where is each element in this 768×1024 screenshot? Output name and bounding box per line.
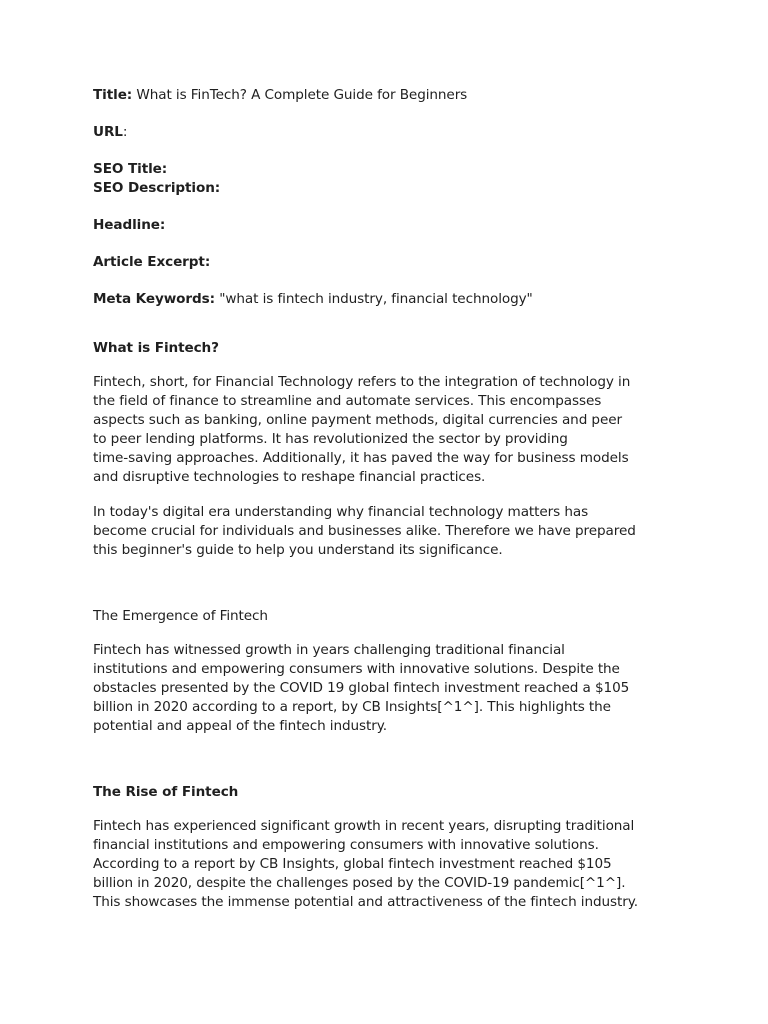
paragraph-line: This showcases the immense potential and attractiveness of the fintech industry.: [93, 894, 638, 910]
paragraph: [93, 373, 683, 487]
paragraph-line: time-saving approaches. Additionally, it has paved the way for business models: [93, 450, 629, 466]
section-heading-what-is-fintech: What is Fintech?: [93, 340, 219, 356]
paragraph-line: institutions and empowering consumers with innovative solutions. Despite the: [93, 661, 620, 677]
url-colon: :: [122, 124, 128, 140]
article-excerpt-label: Article Excerpt:: [93, 254, 211, 270]
section-heading-emergence-of-fintech: The Emergence of Fintech: [93, 608, 268, 624]
paragraph-line: billion in 2020, despite the challenges posed by the COVID-19 pandemic[^1^].: [93, 875, 626, 891]
title-line: [93, 86, 683, 105]
paragraph-line: obstacles presented by the COVID 19 global fintech investment reached a $105: [93, 680, 630, 696]
meta-keywords-line: [93, 290, 683, 309]
seo-description-label: SEO Description:: [93, 180, 221, 196]
paragraph-line: Fintech has experienced significant growth in recent years, disrupting traditional: [93, 818, 635, 834]
meta-keywords-value: "what is fintech industry, financial technology": [215, 291, 533, 307]
url-label: URL: [93, 124, 123, 140]
paragraph-line: billion in 2020 according to a report, by CB Insights[^1^]. This highlights the: [93, 699, 611, 715]
paragraph-line: According to a report by CB Insights, global fintech investment reached $105: [93, 856, 612, 872]
paragraph-line: this beginner's guide to help you understand its significance.: [93, 542, 503, 558]
paragraph-line: and disruptive technologies to reshape financial practices.: [93, 469, 486, 485]
paragraph-line: become crucial for individuals and businesses alike. Therefore we have prepared: [93, 523, 636, 539]
paragraph-line: the field of finance to streamline and automate services. This encompasses: [93, 393, 602, 409]
section-heading-rise-of-fintech: The Rise of Fintech: [93, 784, 239, 800]
paragraph-line: Fintech has witnessed growth in years challenging traditional financial: [93, 642, 565, 658]
paragraph-line: In today's digital era understanding why financial technology matters has: [93, 504, 589, 520]
paragraph: [93, 817, 683, 912]
title-label: Title:: [93, 87, 133, 103]
paragraph: [93, 503, 683, 560]
document-page: [93, 86, 683, 928]
url-line: [93, 123, 683, 142]
meta-keywords-label: Meta Keywords:: [93, 291, 215, 307]
paragraph-line: aspects such as banking, online payment methods, digital currencies and peer: [93, 412, 622, 428]
paragraph-line: financial institutions and empowering consumers with innovative solutions.: [93, 837, 599, 853]
headline-label: Headline:: [93, 217, 166, 233]
paragraph-line: to peer lending platforms. It has revolutionized the sector by providing: [93, 431, 568, 447]
paragraph-line: potential and appeal of the fintech industry.: [93, 718, 387, 734]
paragraph: [93, 641, 683, 736]
title-value: What is FinTech? A Complete Guide for Beginners: [132, 87, 468, 103]
paragraph-line: Fintech, short, for Financial Technology refers to the integration of technology in: [93, 374, 631, 390]
seo-title-label: SEO Title:: [93, 161, 168, 177]
